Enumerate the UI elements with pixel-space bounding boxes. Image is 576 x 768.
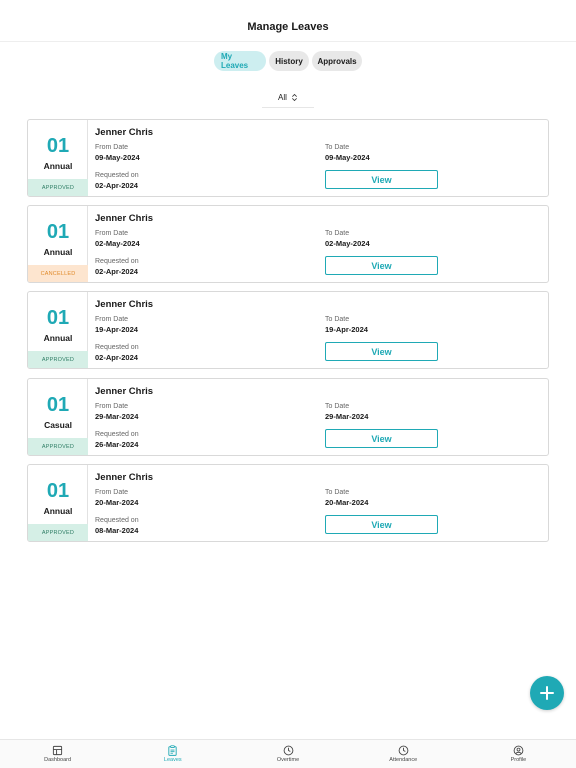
requested-on-label: Requested on (95, 344, 139, 351)
leave-card (27, 464, 549, 542)
to-date-value: 19-Apr-2024 (325, 325, 368, 334)
leave-card (27, 205, 549, 283)
from-date-value: 02-May-2024 (95, 239, 140, 248)
from-date-label: From Date (95, 144, 129, 151)
view-button[interactable]: View (325, 429, 438, 448)
status-badge: APPROVED (28, 438, 88, 455)
user-icon (513, 745, 524, 756)
leave-type: Annual (43, 333, 73, 343)
from-date-label: From Date (95, 489, 129, 496)
nav-item-overtime[interactable] (230, 740, 345, 768)
employee-name: Jenner Chris (95, 127, 154, 138)
app-header (0, 0, 576, 42)
to-date-value: 02-May-2024 (325, 239, 370, 248)
tab-history[interactable]: History (269, 51, 309, 71)
from-date-label: From Date (95, 316, 129, 323)
from-date-value: 09-May-2024 (95, 153, 140, 162)
status-badge: CANCELLED (28, 265, 88, 282)
nav-item-profile[interactable] (461, 740, 576, 768)
leave-card (27, 378, 549, 456)
from-date-value: 20-Mar-2024 (95, 498, 139, 507)
leave-type: Annual (43, 247, 73, 257)
nav-label: Dashboard (44, 757, 72, 763)
leave-type: Annual (43, 506, 73, 516)
requested-on-label: Requested on (95, 258, 139, 265)
to-date-value: 09-May-2024 (325, 153, 370, 162)
clock-icon (398, 745, 409, 756)
leave-days: 01 (46, 307, 70, 329)
tab-approvals[interactable]: Approvals (312, 51, 362, 71)
employee-name: Jenner Chris (95, 472, 154, 483)
leave-type: Annual (43, 161, 73, 171)
add-leave-button[interactable] (530, 676, 564, 710)
nav-label: Attendance (389, 757, 418, 763)
status-badge: APPROVED (28, 351, 88, 368)
to-date-label: To Date (325, 230, 350, 237)
nav-item-leaves[interactable] (115, 740, 230, 768)
leave-type: Casual (44, 420, 72, 430)
to-date-value: 29-Mar-2024 (325, 412, 369, 421)
nav-label: Profile (510, 757, 527, 763)
status-filter-select[interactable] (262, 87, 314, 108)
requested-on-label: Requested on (95, 517, 139, 524)
status-badge: APPROVED (28, 524, 88, 541)
page-title: Manage Leaves (247, 20, 329, 33)
requested-on-label: Requested on (95, 431, 139, 438)
clock-icon (283, 745, 294, 756)
leave-days: 01 (46, 394, 70, 416)
requested-on-value: 02-Apr-2024 (95, 353, 138, 362)
leave-card (27, 291, 549, 369)
leave-summary (28, 465, 88, 541)
from-date-value: 19-Apr-2024 (95, 325, 138, 334)
employee-name: Jenner Chris (95, 213, 154, 224)
view-button[interactable]: View (325, 515, 438, 534)
leave-card (27, 119, 549, 197)
bottom-nav (0, 739, 576, 768)
view-button[interactable]: View (325, 256, 438, 275)
nav-item-attendance[interactable] (346, 740, 461, 768)
to-date-label: To Date (325, 489, 350, 496)
nav-item-dashboard[interactable] (0, 740, 115, 768)
requested-on-value: 26-Mar-2024 (95, 440, 139, 449)
leave-days: 01 (46, 221, 70, 243)
status-badge: APPROVED (28, 179, 88, 196)
employee-name: Jenner Chris (95, 386, 154, 397)
leave-days: 01 (46, 135, 70, 157)
chevron-up-down-icon (291, 93, 298, 102)
leave-summary (28, 206, 88, 282)
view-button[interactable]: View (325, 170, 438, 189)
leave-summary (28, 379, 88, 455)
leave-tabs (0, 51, 576, 71)
to-date-label: To Date (325, 403, 350, 410)
leave-summary (28, 120, 88, 196)
filter-value: All (278, 92, 287, 102)
requested-on-value: 08-Mar-2024 (95, 526, 139, 535)
plus-icon (539, 685, 555, 701)
requested-on-label: Requested on (95, 172, 139, 179)
from-date-value: 29-Mar-2024 (95, 412, 139, 421)
to-date-label: To Date (325, 144, 350, 151)
employee-name: Jenner Chris (95, 299, 154, 310)
from-date-label: From Date (95, 403, 129, 410)
clipboard-icon (167, 745, 178, 756)
requested-on-value: 02-Apr-2024 (95, 267, 138, 276)
to-date-label: To Date (325, 316, 350, 323)
nav-label: Overtime (276, 757, 300, 763)
from-date-label: From Date (95, 230, 129, 237)
to-date-value: 20-Mar-2024 (325, 498, 369, 507)
leave-summary (28, 292, 88, 368)
nav-label: Leaves (163, 757, 182, 763)
view-button[interactable]: View (325, 342, 438, 361)
dashboard-icon (52, 745, 63, 756)
tab-my-leaves[interactable]: My Leaves (214, 51, 266, 71)
leave-days: 01 (46, 480, 70, 502)
requested-on-value: 02-Apr-2024 (95, 181, 138, 190)
